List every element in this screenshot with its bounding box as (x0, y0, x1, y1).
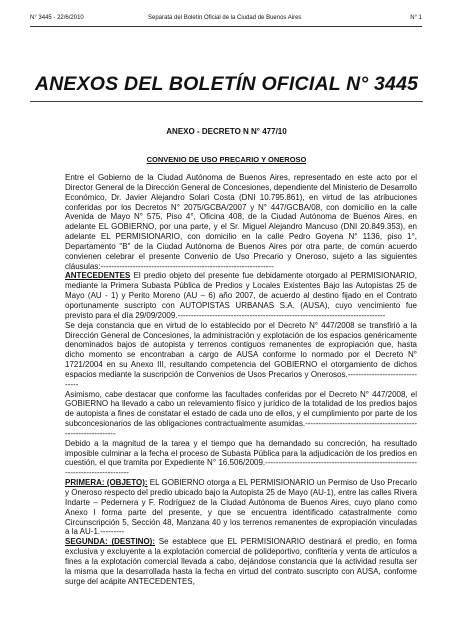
paragraph (65, 390, 417, 439)
page-title: ANEXOS DEL BOLETÍN OFICIAL N° 3445 (34, 73, 419, 95)
publication-name: Separata del Boletín Oficial de la Ciudad de Buenos Aires (148, 15, 302, 21)
agreement-title-text: CONVENIO DE USO PRECARIO Y ONEROSO (146, 155, 307, 164)
title-divider (30, 101, 423, 102)
clause-label: SEGUNDA: (DESTINO): (65, 537, 155, 547)
header-divider (30, 26, 422, 27)
paragraph (65, 173, 417, 271)
paragraph-text: El predio objeto del presente fue debidamente otorgado al PERMISIONARIO, mediante la Primera Subasta Pública de Predios y Locales Existentes Bajo las Autopistas 25 de Mayo (AU - 1) y Perito Moreno (AU – 6) año 2007, de acuerdo al destino fijado en el Contrato oportunamente suscripto con AUTOPISTAS URBANAS S.A. (AUSA), cuyo vencimiento fue previsto para el día 29/09/2009.------------------------------------------------------------------------------ (65, 271, 417, 320)
clause-label: ANTECEDENTES (65, 271, 131, 281)
paragraph-text: Entre el Gobierno de la Ciudad Autónoma de Buenos Aires, representado en este acto por el Director General de la Dirección General de Concesiones, dependiente del Ministerio de Desarrollo Económico, Dr. Javier Alejandro Solari Costa (DNI 10.795.861), en virtud de las atribuciones conferidas por los Decretos N° 2075/GCBA/2007 y N° 447/GCBA/08, con domicilio en la calle Avenida de Mayo N° 575, Piso 4°, Oficina 408, de la Ciudad Autónoma de Buenos Aires, en adelante EL GOBIERNO, por una parte, y el Sr. Miguel Alejandro Mancuso (DNI 20.849.353), en adelante EL PERMISIONARIO, con domicilio en la calle Pedro Goyena N° 1136, piso 1°, Departamento "B" de la Ciudad Autónoma de Buenos Aires por otra parte, de común acuerdo convienen celebrar el presente Convenio de Uso Precario y Oneroso, sujeto a las siguientes cláusulas:----------------------------------------------------------------- (65, 173, 417, 271)
paragraph-text: EL GOBIERNO otorga a EL PERMISIONARIO un Permiso de Uso Precario y Oneroso respecto del predio ubicado bajo la Autopista 25 de Mayo (AU-1), entre las calles Rivera Indarte – Pedernera y F. Rodríguez de la Ciudad Autónoma de Buenos Aires, cuyo plano como Anexo I forma parte del presente, y que se encuentra identificado catastralmente como Circunscripción 5, Sección 48, Manzana 40 y los terrenos remanentes de expropiación vinculadas a la AU-1.--------- (65, 478, 417, 537)
paragraph-text: Asimismo, cabe destacar que conforme las facultades conferidas por el Decreto N° 447/2008, el GOBIERNO ha llevado a cabo un relevamiento físico y jurídico de la totalidad de los predios bajos de autopista a fines de constatar el estado de cada uno de ellos, y el cumplimiento por parte de los subconcesionarios de las obligaciones contractualmente asumidas.------------------------------------------------------------- (65, 389, 417, 438)
page-header (30, 12, 422, 24)
paragraph (65, 537, 417, 586)
document-body (65, 173, 417, 586)
paragraph (65, 439, 417, 478)
paragraph-text: Se deja constancia que en virtud de lo establecido por el Decreto N° 447/2008 se transfirió a la Dirección General de Concesiones, la administración y explotación de los espacios genéricamente denominados bajos de autopista y terrenos contiguos remanentes de expropiación que, hasta dicho momento se encontraban a cargo de AUSA conforme lo normado por el Decreto N° 1721/2004 en su Anexo III, resultando competencia del GOBIERNO el otorgamiento de dichos espacios mediante la suscripción de Convenios de Usos Precarios y Onerosos.------------------------------- (65, 320, 417, 389)
paragraph (65, 271, 417, 320)
clause-label: PRIMERA: (OBJETO): (65, 478, 148, 488)
issue-number: N° 3445 - 22/6/2010 (30, 15, 84, 21)
paragraph (65, 478, 417, 537)
agreement-title (30, 155, 423, 164)
decree-heading: ANEXO - DECRETO N N° 477/10 (166, 127, 287, 136)
paragraph-text: Debido a la magnitud de la tarea y el tiempo que ha demandado su concreción, ha resultado imposible culminar a la fecha el proceso de Subasta Pública para la adjudicación de los predios en cuestión, el que tramita por Expediente N° 16.506/2009.--------------------------------------------------------------------------------- (65, 438, 417, 478)
paragraph (65, 321, 417, 390)
page-number: N° 1 (410, 15, 422, 21)
paragraph-text: Se establece que EL PERMISIONARIO destinará el predio, en forma exclusiva y excluyente a la explotación comercial de polideportivo, confitería y venta de artículos a fines a la explotación comercial llevada a cabo, dejándose constancia que la actividad resulta ser la misma que la desarrollada hasta la fecha en virtud del contrato suscripto con AUSA, conforme surge del acápite ANTECEDENTES, (65, 537, 417, 586)
